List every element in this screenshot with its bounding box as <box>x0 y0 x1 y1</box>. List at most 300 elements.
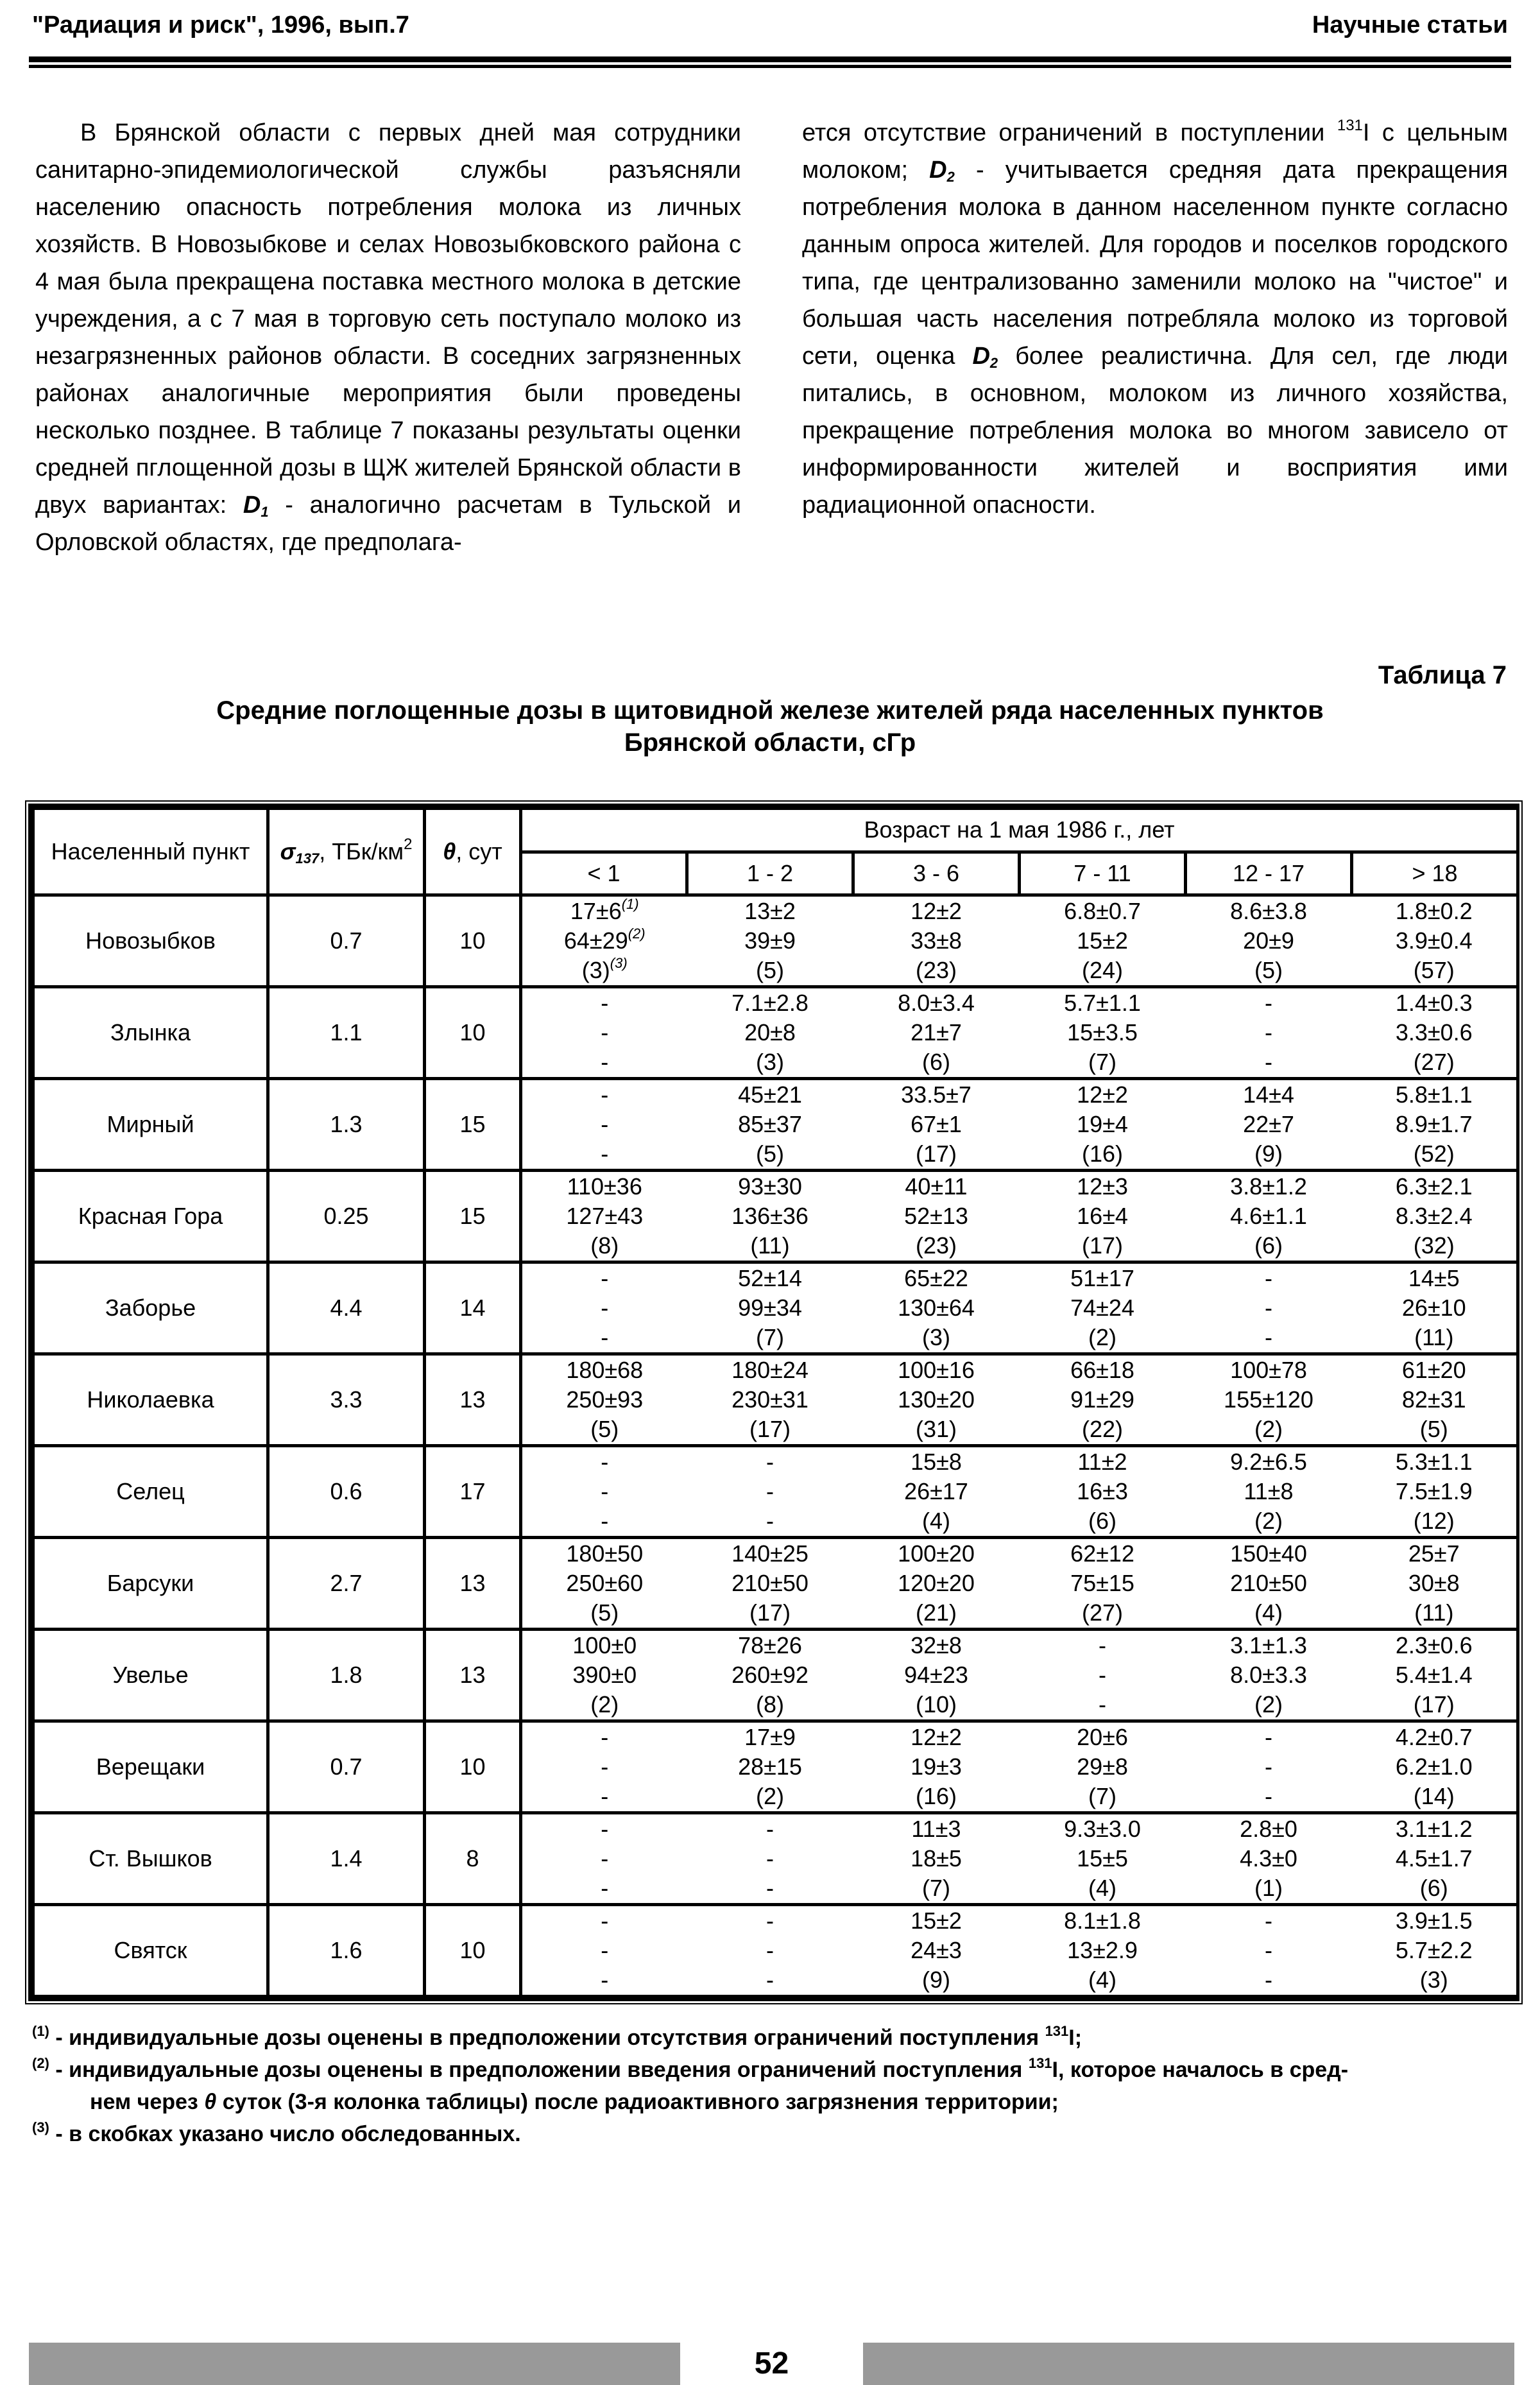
dose-d2: 99±34 <box>738 1295 802 1321</box>
dose-cell <box>521 895 687 987</box>
theta-value: 15 <box>425 1171 521 1262</box>
dose-cell <box>521 1171 687 1262</box>
header-age-band: 7 - 11 <box>1020 852 1186 895</box>
header-age-band: > 18 <box>1352 852 1518 895</box>
dose-cell <box>1020 1354 1186 1446</box>
dose-d2: - <box>601 1478 609 1504</box>
d2-symbol: $D_2$ <box>929 157 955 185</box>
dose-cell <box>521 1721 687 1813</box>
sample-count: (5) <box>590 1416 619 1442</box>
dose-cell <box>1186 1813 1352 1905</box>
dose-d2: - <box>601 1937 609 1963</box>
dose-d1: 17±9 <box>744 1724 796 1750</box>
paragraph-text: В Брянской области с первых дней мая сотрудники санитарно-эпидемиологической службы разъясняли населению опасность потребления молока из личных хозяйств. В Новозыбкове и селах Новозыбковского района с 4 мая была прекращена поставка местного молока в детские учреждения, а с 7 мая в торговую сеть поступало молоко из незагрязненных районов области. В соседних загрязненных районах аналогичные мероприятия были проведены несколько позднее. В таблице 7 показаны результаты оценки средней пглощенной дозы в ЩЖ жителей Брянской области в двух вариантах: <box>35 119 741 519</box>
dose-d2: 390±0 <box>572 1662 637 1688</box>
dose-cell <box>1352 1446 1518 1538</box>
dose-cell <box>853 1446 1020 1538</box>
dose-d2: 4.6±1.1 <box>1230 1203 1307 1229</box>
sample-count: (8) <box>590 1232 619 1259</box>
sample-count: (5) <box>756 957 784 983</box>
dose-d1: - <box>1265 1265 1272 1291</box>
dose-d2: 155±120 <box>1224 1386 1313 1413</box>
sample-count: (2) <box>1088 1324 1116 1350</box>
sigma-value: 4.4 <box>268 1262 425 1354</box>
table-row <box>33 987 1518 1079</box>
dose-d2: - <box>1099 1662 1106 1688</box>
dose-cell <box>853 1813 1020 1905</box>
dose-cell <box>1352 1079 1518 1171</box>
dose-cell <box>1352 1262 1518 1354</box>
sigma-value: 0.25 <box>268 1171 425 1262</box>
dose-d2: 75±15 <box>1070 1570 1134 1596</box>
dose-d2: 30±8 <box>1408 1570 1460 1596</box>
dose-d1: 15±2 <box>911 1907 962 1934</box>
sample-count: - <box>766 1875 774 1901</box>
dose-d2: 5.4±1.4 <box>1395 1662 1473 1688</box>
sample-count: (9) <box>1254 1141 1283 1167</box>
dose-d2: 230±31 <box>732 1386 809 1413</box>
dose-cell <box>687 1262 853 1354</box>
dose-d1: 8.0±3.4 <box>898 990 975 1016</box>
dose-cell <box>853 1354 1020 1446</box>
dose-d2: 16±4 <box>1077 1203 1128 1229</box>
dose-cell <box>1186 1538 1352 1630</box>
dose-cell <box>853 1721 1020 1813</box>
dose-cell <box>1352 1721 1518 1813</box>
dose-d1: 13±2 <box>744 898 796 924</box>
dose-d1: 1.8±0.2 <box>1395 898 1473 924</box>
sigma-value: 3.3 <box>268 1354 425 1446</box>
dose-d2: - <box>766 1478 774 1504</box>
dose-d1: 14±5 <box>1408 1265 1460 1291</box>
dose-d2: - <box>1265 1753 1272 1780</box>
dose-d1: 40±11 <box>905 1173 968 1200</box>
footnotes <box>32 2022 1514 2150</box>
settlement-name: Верещаки <box>33 1721 268 1813</box>
dose-d1: 93±30 <box>738 1173 802 1200</box>
theta-value: 10 <box>425 895 521 987</box>
table-row <box>33 1262 1518 1354</box>
theta-value: 13 <box>425 1630 521 1721</box>
sample-count: (23) <box>915 1232 957 1259</box>
dose-d1: 5.8±1.1 <box>1395 1081 1473 1108</box>
header-age-group: Возраст на 1 мая 1986 г., лет <box>521 809 1518 852</box>
dose-d1: 2.3±0.6 <box>1395 1632 1473 1658</box>
dose-d2: 26±10 <box>1401 1295 1466 1321</box>
sample-count: (21) <box>915 1599 957 1626</box>
dose-d1: 6.3±2.1 <box>1395 1173 1473 1200</box>
sample-count: (27) <box>1413 1049 1455 1075</box>
dose-d2: 250±60 <box>566 1570 644 1596</box>
dose-d2: 130±64 <box>898 1295 975 1321</box>
settlement-name: Барсуки <box>33 1538 268 1630</box>
sample-count: - <box>1099 1691 1106 1718</box>
table-number: Таблица 7 <box>1378 661 1507 689</box>
dose-d2: 15±2 <box>1077 927 1128 954</box>
dose-d2: 120±20 <box>898 1570 975 1596</box>
dose-d2: 16±3 <box>1077 1478 1128 1504</box>
sample-count: - <box>601 1049 609 1075</box>
sample-count: (4) <box>922 1508 950 1534</box>
sample-count: - <box>1265 1049 1272 1075</box>
table-row <box>33 1630 1518 1721</box>
header-rule-thick <box>29 56 1511 62</box>
settlement-name: Николаевка <box>33 1354 268 1446</box>
table-body <box>33 895 1518 1997</box>
theta-value: 10 <box>425 1721 521 1813</box>
header-age-band: 1 - 2 <box>687 852 853 895</box>
table-row <box>33 1354 1518 1446</box>
dose-cell <box>521 1262 687 1354</box>
paragraph-left <box>35 114 741 561</box>
dose-d1: - <box>601 1265 609 1291</box>
header-age-band: < 1 <box>521 852 687 895</box>
sample-count: (4) <box>1254 1599 1283 1626</box>
settlement-name: Заборье <box>33 1262 268 1354</box>
dose-cell <box>521 1905 687 1997</box>
dose-d1: 11±2 <box>1077 1449 1127 1475</box>
sample-count: (17) <box>749 1599 791 1626</box>
dose-d1: 33.5±7 <box>901 1081 971 1108</box>
dose-d1: 100±16 <box>898 1357 975 1383</box>
sample-count: (5) <box>590 1599 619 1626</box>
paragraph-text: ется отсутствие ограничений в поступлении <box>802 119 1337 146</box>
sigma-value: 0.7 <box>268 895 425 987</box>
dose-d2: 4.3±0 <box>1240 1845 1297 1872</box>
sample-count: (12) <box>1413 1508 1455 1534</box>
dose-d2: 250±93 <box>566 1386 644 1413</box>
dose-cell <box>687 1171 853 1262</box>
dose-cell <box>687 895 853 987</box>
d2-symbol: $D_2$ <box>972 343 998 371</box>
header-age-band: 12 - 17 <box>1186 852 1352 895</box>
dose-cell <box>521 987 687 1079</box>
dose-cell <box>853 1262 1020 1354</box>
theta-value: 13 <box>425 1354 521 1446</box>
dose-d2: 136±36 <box>732 1203 809 1229</box>
dose-d2: 19±3 <box>911 1753 962 1780</box>
dose-d1: 140±25 <box>732 1540 809 1567</box>
dose-d1: 12±2 <box>911 1724 962 1750</box>
running-header <box>32 12 1508 44</box>
dose-cell <box>1020 1079 1186 1171</box>
dose-d1: - <box>766 1816 774 1842</box>
theta-value: 8 <box>425 1813 521 1905</box>
dose-cell <box>1352 987 1518 1079</box>
dose-d1: 15±8 <box>911 1449 962 1475</box>
theta-value: 17 <box>425 1446 521 1538</box>
paragraph-text: - учитывается средняя дата прекращения потребления молока в данном населенном пункте согласно данным опроса жителей. Для городов и поселков городского типа, где централизованно заменили молоко на "чистое" и большая часть населения потребляла молоко из торговой сети, оценка <box>802 157 1508 370</box>
sample-count: - <box>1265 1967 1272 1993</box>
sample-count: - <box>766 1967 774 1993</box>
sigma-value: 1.3 <box>268 1079 425 1171</box>
dose-d1: - <box>1265 1724 1272 1750</box>
sample-count: (17) <box>1413 1691 1455 1718</box>
sample-count: (11) <box>1414 1599 1454 1626</box>
theta-value: 13 <box>425 1538 521 1630</box>
dose-cell <box>1352 1630 1518 1721</box>
dose-cell <box>687 987 853 1079</box>
dose-d1: 8.1±1.8 <box>1064 1907 1141 1934</box>
footnote-marker: (3) <box>610 955 628 971</box>
sample-count: - <box>601 1783 609 1809</box>
sample-count: (11) <box>750 1232 790 1259</box>
dose-d1: 180±24 <box>732 1357 809 1383</box>
dose-d2: 39±9 <box>744 927 796 954</box>
header-theta: θ, сут <box>425 809 521 895</box>
sample-count: (3) <box>922 1324 950 1350</box>
sigma-value: 1.4 <box>268 1813 425 1905</box>
dose-cell <box>1020 1721 1186 1813</box>
header-settlement: Населенный пункт <box>33 809 268 895</box>
settlement-name: Красная Гора <box>33 1171 268 1262</box>
dose-d2: $64\pm 29^{(2)}$ <box>563 926 646 954</box>
dose-cell <box>1186 1721 1352 1813</box>
dose-d1: 9.2±6.5 <box>1230 1449 1307 1475</box>
dose-cell <box>687 1721 853 1813</box>
sample-count: $(3)^{(3)}$ <box>581 955 628 983</box>
dose-table <box>28 804 1519 2001</box>
dose-cell <box>1186 987 1352 1079</box>
dose-cell <box>521 1446 687 1538</box>
dose-cell <box>687 1446 853 1538</box>
dose-d2: 260±92 <box>732 1662 809 1688</box>
dose-cell <box>521 1079 687 1171</box>
sample-count: (7) <box>1088 1049 1116 1075</box>
dose-cell <box>1186 1905 1352 1997</box>
dose-d1: 8.6±3.8 <box>1230 898 1307 924</box>
dose-cell <box>1186 1354 1352 1446</box>
table-row <box>33 1721 1518 1813</box>
dose-d1: 5.3±1.1 <box>1395 1449 1473 1475</box>
sample-count: (5) <box>1419 1416 1448 1442</box>
sample-count: (3) <box>1419 1967 1448 1993</box>
dose-cell <box>1020 1813 1186 1905</box>
dose-d2: 3.9±0.4 <box>1395 927 1473 954</box>
dose-d1: - <box>601 1724 609 1750</box>
dose-d1: - <box>766 1907 774 1934</box>
table-row <box>33 1813 1518 1905</box>
dose-cell <box>1186 1171 1352 1262</box>
header-sigma: $\sigma_{137}$, ТБк/$км^2$ <box>268 809 425 895</box>
dose-d2: 82±31 <box>1401 1386 1466 1413</box>
dose-cell <box>1186 1446 1352 1538</box>
dose-d2: 8.0±3.3 <box>1230 1662 1307 1688</box>
sample-count: (4) <box>1088 1967 1116 1993</box>
dose-d2: - <box>601 1845 609 1872</box>
dose-d1: - <box>601 1449 609 1475</box>
sample-count: (6) <box>922 1049 950 1075</box>
dose-d1: 5.7±1.1 <box>1064 990 1141 1016</box>
sample-count: (57) <box>1413 957 1455 983</box>
dose-d1: - <box>766 1449 774 1475</box>
table-caption-line2: Брянской области, сГр <box>624 728 916 757</box>
dose-d1: 7.1±2.8 <box>732 990 809 1016</box>
sample-count: - <box>601 1967 609 1993</box>
dose-d2: - <box>766 1845 774 1872</box>
table-row <box>33 1079 1518 1171</box>
dose-d2: 21±7 <box>911 1019 962 1046</box>
paragraph-right <box>802 114 1508 524</box>
dose-cell <box>1020 1446 1186 1538</box>
dose-d2: 7.5±1.9 <box>1395 1478 1473 1504</box>
dose-d1: 3.8±1.2 <box>1230 1173 1307 1200</box>
dose-d1: 100±78 <box>1230 1357 1307 1383</box>
dose-d1: 3.9±1.5 <box>1395 1907 1473 1934</box>
dose-d2: 8.9±1.7 <box>1395 1111 1473 1137</box>
sample-count: (3) <box>756 1049 784 1075</box>
dose-d1: - <box>1265 990 1272 1016</box>
dose-d1: 32±8 <box>911 1632 962 1658</box>
sample-count: (6) <box>1419 1875 1448 1901</box>
footer-bar-left <box>29 2343 680 2385</box>
dose-d1: - <box>601 1907 609 1934</box>
dose-d1: 14±4 <box>1243 1081 1294 1108</box>
sample-count: (2) <box>1254 1691 1283 1718</box>
settlement-name: Увелье <box>33 1630 268 1721</box>
sample-count: - <box>1265 1324 1272 1350</box>
footer-bar-right <box>863 2343 1514 2385</box>
theta-value: 15 <box>425 1079 521 1171</box>
dose-cell <box>1020 1630 1186 1721</box>
dose-cell <box>853 1079 1020 1171</box>
dose-cell <box>521 1630 687 1721</box>
dose-cell <box>521 1813 687 1905</box>
sample-count: (17) <box>749 1416 791 1442</box>
dose-d1: 180±68 <box>566 1357 644 1383</box>
dose-d1: 61±20 <box>1401 1357 1466 1383</box>
dose-d1: 150±40 <box>1230 1540 1307 1567</box>
dose-d1: 20±6 <box>1077 1724 1128 1750</box>
dose-table-grid <box>31 807 1519 1998</box>
dose-d2: 91±29 <box>1070 1386 1134 1413</box>
footnote-2: $^{(2)}$ - индивидуальные дозы оценены в предположении введения ограничений поступления $^{131}$I, которое началось в сред- <box>32 2055 1349 2082</box>
sample-count: (2) <box>756 1783 784 1809</box>
dose-d1: - <box>601 1816 609 1842</box>
sample-count: (5) <box>1254 957 1283 983</box>
dose-d2: 210±50 <box>1230 1570 1307 1596</box>
dose-d1: - <box>601 990 609 1016</box>
d1-symbol: $D_1$ <box>243 492 269 520</box>
dose-d2: 94±23 <box>904 1662 968 1688</box>
dose-d2: 3.3±0.6 <box>1395 1019 1473 1046</box>
sample-count: (8) <box>756 1691 784 1718</box>
sample-count: (52) <box>1413 1141 1455 1167</box>
settlement-name: Селец <box>33 1446 268 1538</box>
sample-count: (7) <box>756 1324 784 1350</box>
dose-d2: 28±15 <box>738 1753 802 1780</box>
sample-count: (6) <box>1254 1232 1283 1259</box>
sample-count: - <box>766 1508 774 1534</box>
dose-d1: $17\pm 6^{(1)}$ <box>570 896 639 924</box>
settlement-name: Злынка <box>33 987 268 1079</box>
dose-d2: 127±43 <box>566 1203 644 1229</box>
dose-d2: 18±5 <box>911 1845 962 1872</box>
dose-d2: 8.3±2.4 <box>1395 1203 1473 1229</box>
header-rule-thin <box>29 65 1511 68</box>
dose-d2: - <box>601 1295 609 1321</box>
dose-cell <box>687 1538 853 1630</box>
dose-d2: 33±8 <box>911 927 962 954</box>
dose-d2: - <box>601 1111 609 1137</box>
page-number: 52 <box>754 2346 789 2381</box>
sample-count: (11) <box>1414 1324 1454 1350</box>
sample-count: - <box>601 1141 609 1167</box>
dose-d1: - <box>1265 1907 1272 1934</box>
dose-cell <box>521 1538 687 1630</box>
dose-d1: 52±14 <box>738 1265 802 1291</box>
sample-count: (7) <box>922 1875 950 1901</box>
dose-d1: 12±2 <box>911 898 962 924</box>
dose-cell <box>1020 1905 1186 1997</box>
dose-d2: - <box>601 1753 609 1780</box>
dose-d2: 67±1 <box>911 1111 962 1137</box>
dose-cell <box>1352 895 1518 987</box>
dose-cell <box>1186 1262 1352 1354</box>
dose-d1: 25±7 <box>1408 1540 1460 1567</box>
paragraph-text-tail: - аналогично расчетам в Тульской и Орловской областях, где предполага- <box>35 492 741 556</box>
sigma-value: 1.1 <box>268 987 425 1079</box>
dose-d2: 74±24 <box>1070 1295 1134 1321</box>
dose-cell <box>687 1079 853 1171</box>
dose-cell <box>1020 895 1186 987</box>
dose-d1: 100±0 <box>572 1632 637 1658</box>
sample-count: - <box>601 1508 609 1534</box>
dose-cell <box>853 1538 1020 1630</box>
table-row <box>33 1538 1518 1630</box>
settlement-name: Святск <box>33 1905 268 1997</box>
dose-d2: 20±9 <box>1243 927 1294 954</box>
dose-d2: - <box>601 1019 609 1046</box>
dose-cell <box>1020 1262 1186 1354</box>
theta-value: 14 <box>425 1262 521 1354</box>
dose-d2: 52±13 <box>904 1203 968 1229</box>
footnote-marker: (2) <box>628 926 646 942</box>
sample-count: (14) <box>1413 1783 1455 1809</box>
sample-count: (2) <box>590 1691 619 1718</box>
dose-d2: 22±7 <box>1243 1111 1294 1137</box>
dose-d1: 6.8±0.7 <box>1064 898 1141 924</box>
sample-count: (7) <box>1088 1783 1116 1809</box>
paragraph-text: I с цельным молоком; <box>802 119 1508 184</box>
dose-d1: 12±3 <box>1077 1173 1128 1200</box>
sample-count: (4) <box>1088 1875 1116 1901</box>
footnote-2-continued: нем через θ суток (3-я колонка таблицы) после радиоактивного загрязнения территории; <box>90 2090 1059 2114</box>
dose-cell <box>1352 1171 1518 1262</box>
dose-d1: 1.4±0.3 <box>1395 990 1473 1016</box>
sample-count: - <box>601 1875 609 1901</box>
dose-cell <box>853 1171 1020 1262</box>
dose-d1: 2.8±0 <box>1240 1816 1297 1842</box>
sample-count: (32) <box>1413 1232 1455 1259</box>
sigma-value: 1.8 <box>268 1630 425 1721</box>
dose-d1: 66±18 <box>1070 1357 1134 1383</box>
dose-d2: 24±3 <box>911 1937 962 1963</box>
dose-d1: 45±21 <box>738 1081 802 1108</box>
sample-count: (2) <box>1254 1508 1283 1534</box>
dose-d1: 62±12 <box>1070 1540 1134 1567</box>
theta-value: 10 <box>425 987 521 1079</box>
dose-d1: 51±17 <box>1070 1265 1134 1291</box>
dose-d2: - <box>766 1937 774 1963</box>
sample-count: (24) <box>1081 957 1124 983</box>
dose-cell <box>521 1354 687 1446</box>
dose-d2: - <box>1265 1937 1272 1963</box>
dose-d1: 3.1±1.2 <box>1395 1816 1473 1842</box>
dose-cell <box>853 987 1020 1079</box>
dose-cell <box>687 1813 853 1905</box>
table-caption <box>0 694 1540 759</box>
